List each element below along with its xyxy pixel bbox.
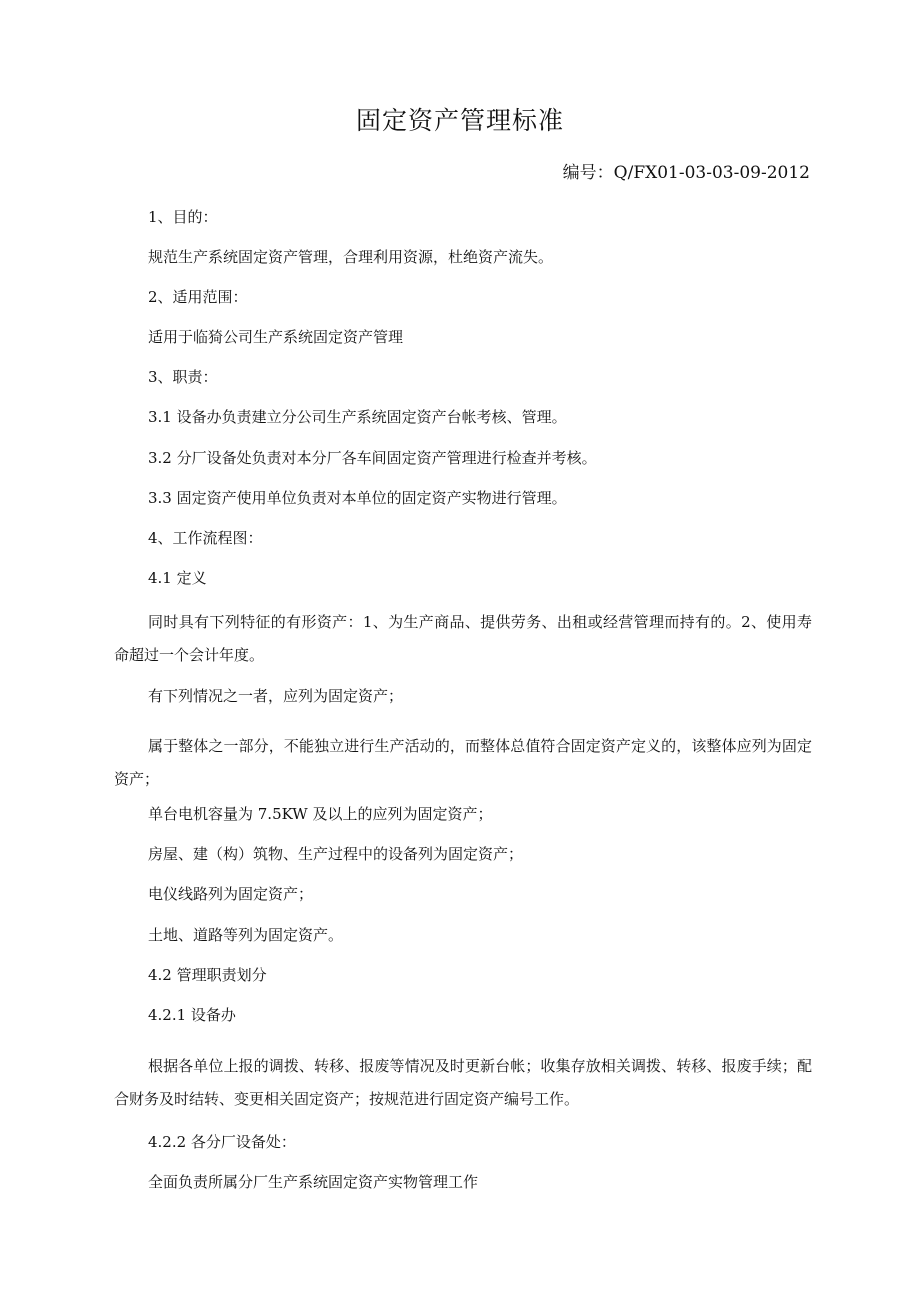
section-3-3: 3.3 固定资产使用单位负责对本单位的固定资产实物进行管理。 bbox=[148, 489, 567, 507]
section-4-1-criteria-whole: 属于整体之一部分，不能独立进行生产活动的，而整体总值符合固定资产定义的，该整体应列为固定资产； bbox=[114, 737, 812, 788]
document-title: 固定资产管理标准 bbox=[355, 106, 564, 135]
section-4-1-item-wiring: 电仪线路列为固定资产； bbox=[148, 885, 314, 903]
section-4-1-heading: 4.1 定义 bbox=[148, 569, 207, 587]
section-4-1-item-buildings: 房屋、建（构）筑物、生产过程中的设备列为固定资产； bbox=[148, 845, 524, 863]
section-4-1-definition: 同时具有下列特征的有形资产：1、为生产商品、提供劳务、出租或经营管理而持有的。2、使用寿命超过一个会计年度。 bbox=[114, 613, 812, 664]
section-4-1-item-land: 土地、道路等列为固定资产。 bbox=[148, 926, 344, 944]
section-1-body: 规范生产系统固定资产管理，合理利用资源，杜绝资产流失。 bbox=[148, 248, 554, 266]
section-3-1: 3.1 设备办负责建立分公司生产系统固定资产台帐考核、管理。 bbox=[148, 408, 567, 426]
document-number: 编号：Q/FX01-03-03-09-2012 bbox=[562, 163, 810, 183]
section-1-heading: 1、目的： bbox=[148, 208, 218, 226]
section-4-heading: 4、工作流程图： bbox=[148, 529, 263, 547]
section-4-2-2-heading: 4.2.2 各分厂设备处： bbox=[148, 1133, 296, 1151]
section-2-heading: 2、适用范围： bbox=[148, 288, 248, 306]
section-4-1-criteria-intro: 有下列情况之一者，应列为固定资产； bbox=[148, 687, 404, 705]
section-2-body: 适用于临猗公司生产系统固定资产管理 bbox=[148, 328, 404, 346]
section-4-2-2-body: 全面负责所属分厂生产系统固定资产实物管理工作 bbox=[148, 1173, 479, 1191]
section-3-heading: 3、职责： bbox=[148, 368, 218, 386]
section-4-2-1-body: 根据各单位上报的调拨、转移、报废等情况及时更新台帐；收集存放相关调拨、转移、报废手续；配合财务及时结转、变更相关固定资产；按规范进行固定资产编号工作。 bbox=[114, 1057, 812, 1108]
section-4-1-item-motor: 单台电机容量为 7.5KW 及以上的应列为固定资产； bbox=[148, 805, 493, 823]
section-4-2-1-heading: 4.2.1 设备办 bbox=[148, 1006, 236, 1024]
section-3-2: 3.2 分厂设备处负责对本分厂各车间固定资产管理进行检查并考核。 bbox=[148, 449, 597, 467]
section-4-2-heading: 4.2 管理职责划分 bbox=[148, 966, 267, 984]
